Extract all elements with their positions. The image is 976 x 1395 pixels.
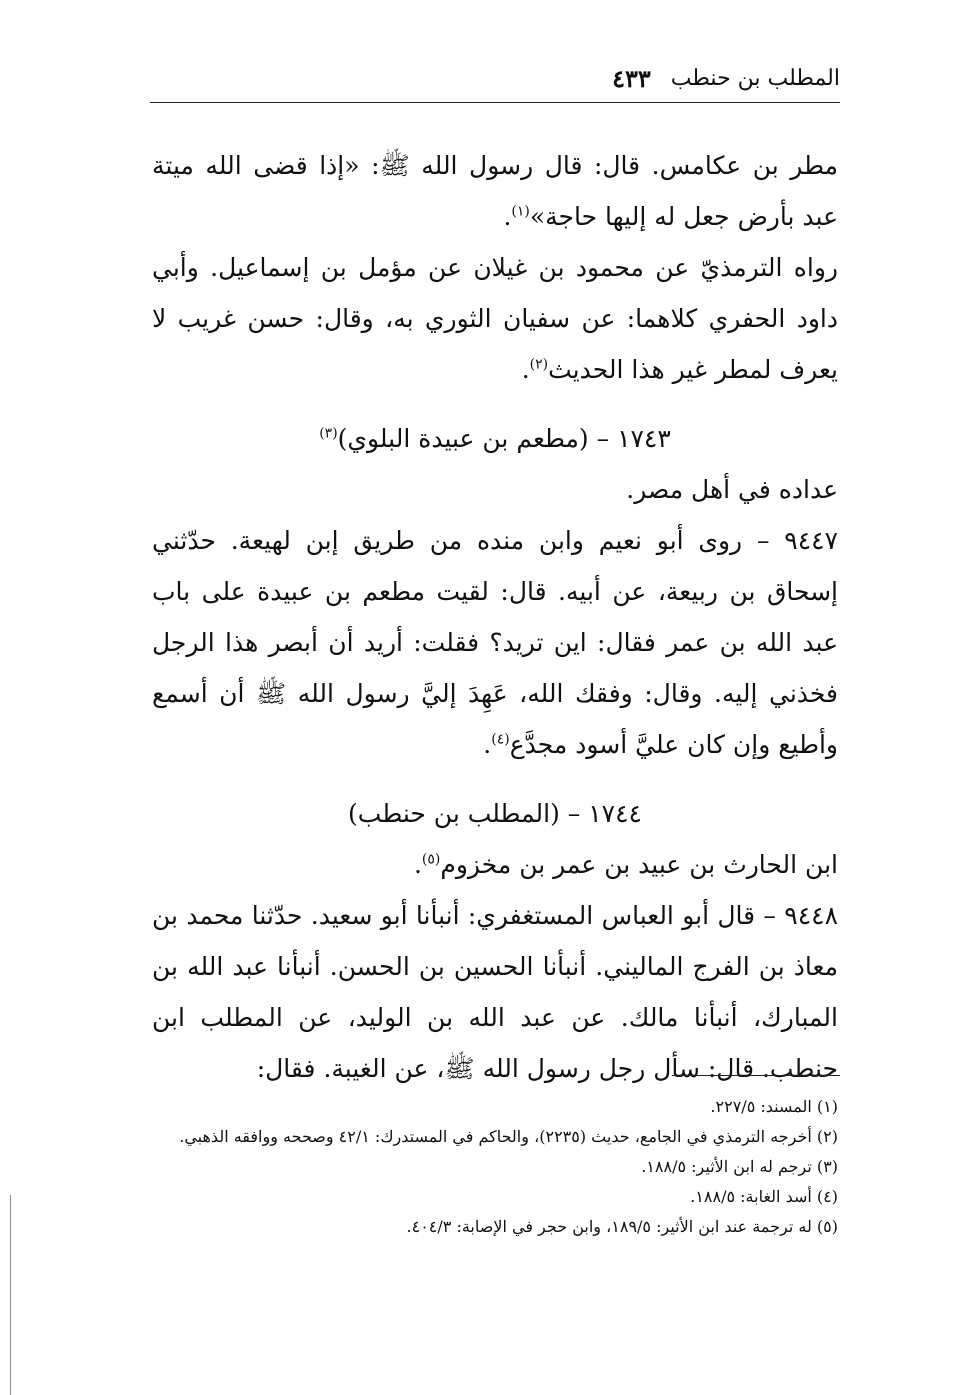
paragraph-9447: ٩٤٤٧ – روى أبو نعيم وابن منده من طريق إبن لهيعة. حدّثني إسحاق بن ربيعة، عن أبيه. قال: لقيت مطعم بن عبيدة على باب عبد الله بن عمر فقال: اين تريد؟ فقلت: أريد أن أبصر هذا الرجل فخذني إليه. وقال: وفقك الله، عَهِدَ إليَّ رسول الله ﷺ أن أسمع وأطيع وإن كان عليَّ أسود مجدَّع$^{(٤)}$. [152, 526, 838, 759]
footnote-1: (١) المسند: ٢٢٧/٥. [710, 1097, 838, 1116]
entry-heading-1743: ١٧٤٣ – (مطعم بن عبيدة البلوي)$^{(٣)}$ [319, 424, 671, 453]
footnote-ref: (٤) [491, 731, 510, 748]
footnote-ref: (٥) [421, 851, 441, 868]
footnote-rule [672, 1075, 840, 1076]
footnote-3: (٣) ترجم له ابن الأثير: ١٨٨/٥. [641, 1157, 838, 1176]
footnotes [152, 1092, 838, 1242]
paragraph-lineage: ابن الحارث بن عبيد بن عمر بن مخزوم$^{(٥)}$. [413, 850, 838, 879]
paragraph-tirmidhi: رواه الترمذيّ عن محمود بن غيلان عن مؤمل بن إسماعيل. وأبي داود الحفري كلاهما: عن سفيان الثوري به، وقال: حسن غريب لا يعرف لمطر غير هذا الحديث$^{(٢)}$. [152, 253, 838, 384]
footnote-4: (٤) أسد الغابة: ١٨٨/٥. [690, 1187, 838, 1206]
footnote-5: (٥) له ترجمة عند ابن الأثير: ١٨٩/٥، وابن حجر في الإصابة: ٤٠٤/٣. [406, 1217, 838, 1236]
paragraph-idad: عداده في أهل مصر. [626, 475, 838, 504]
page-number: ٤٣٣ [612, 63, 651, 93]
scan-edge-line [10, 1195, 11, 1395]
entry-heading-1744: ١٧٤٤ – (المطلب بن حنطب) [348, 799, 642, 828]
running-title: المطلب بن حنطب [670, 65, 840, 91]
header-rule [150, 102, 840, 103]
running-header [150, 58, 840, 98]
footnote-ref: (١) [511, 203, 530, 220]
paragraph-9448: ٩٤٤٨ – قال أبو العباس المستغفري: أنبأنا أبو سعيد. حدّثنا محمد بن معاذ بن الفرج الماليني. أنبأنا الحسين بن الحسن. أنبأنا عبد الله بن المبارك، أنبأنا مالك. عن عبد الله بن الوليد، عن المطلب ابن حنطب. قال: سأل رجل رسول الله ﷺ، عن الغيبة. فقال: [152, 901, 838, 1083]
footnote-ref: (٢) [529, 356, 549, 373]
paragraph-matar: مطر بن عكامس. قال: قال رسول الله ﷺ: «إذا قضى الله ميتة عبد بأرض جعل له إليها حاجة»$^{(١)}$. [152, 151, 838, 231]
main-text [152, 140, 838, 1094]
footnote-ref: (٣) [319, 425, 338, 442]
footnote-2: (٢) أخرجه الترمذي في الجامع، حديث (٢٢٣٥)، والحاكم في المستدرك: ٤٢/١ وصححه ووافقه الذهبي. [179, 1127, 838, 1146]
